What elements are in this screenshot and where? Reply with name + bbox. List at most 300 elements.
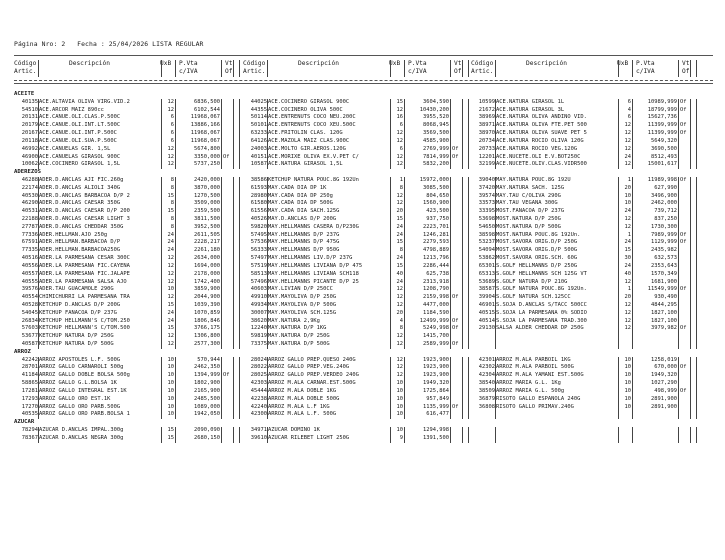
column-separator: [678, 310, 679, 318]
column-separator: [696, 263, 697, 271]
column-separator: [462, 427, 463, 435]
column-separator: [161, 396, 162, 404]
column-separator: [462, 341, 463, 349]
units-per-box: 10: [167, 411, 174, 418]
column-separator: [390, 427, 391, 435]
article-code: 38620: [250, 317, 267, 324]
article-code: 39574: [478, 192, 495, 199]
column-separator: [161, 99, 162, 107]
codigo-header-line1: Código: [243, 60, 266, 67]
price-with-iva: 3955,520: [423, 114, 449, 121]
units-per-box: 12: [396, 106, 403, 113]
article-code: 40557: [21, 270, 38, 277]
column-separator: [450, 185, 451, 193]
article-code: 54094: [478, 247, 495, 254]
column-separator: [678, 146, 679, 154]
article-code: 22174: [21, 184, 38, 191]
column-separator: [233, 427, 234, 435]
price-with-iva: 2286,444: [423, 262, 449, 269]
price-with-iva: 11968,067: [190, 137, 220, 144]
column-separator: [696, 232, 697, 240]
column-separator: [161, 255, 162, 263]
column-separator: [221, 99, 222, 107]
column-separator: [267, 310, 268, 318]
column-separator: [462, 146, 463, 154]
column-separator: [239, 216, 240, 224]
column-separator: [450, 232, 451, 240]
article-description: ACE.CAÑUE.OLI.INT.P.500C: [39, 130, 117, 137]
column-separator: [161, 224, 162, 232]
article-description: ADER.D.ANCLAS CHEDDAR 350G: [39, 223, 124, 230]
column-separator: [468, 302, 469, 310]
article-description: ACE.NATURA OLIVA FTE.PET 500: [496, 122, 587, 129]
column-separator: [450, 247, 451, 255]
column-separator: [690, 138, 691, 146]
column-separator: [161, 232, 162, 240]
price-with-iva: 2165,900: [194, 387, 220, 394]
column-separator: [233, 232, 234, 240]
article-description: ARROZ GALLO CARNAROLI 500g: [39, 364, 124, 371]
article-description: ADER.D.ANCLAS CAESAR D/P 200: [39, 208, 130, 215]
units-per-box: 8: [170, 184, 174, 191]
column-separator: [450, 411, 451, 419]
column-separator: [468, 177, 469, 185]
column-separator: [161, 247, 162, 255]
price-with-iva: 12499,999: [419, 317, 449, 324]
column-separator: [696, 396, 697, 404]
column-separator: [38, 146, 39, 154]
units-per-box: 6: [399, 122, 403, 129]
units-per-box: 12: [396, 192, 403, 199]
column-separator: [38, 271, 39, 279]
units-per-box: 12: [396, 364, 403, 371]
column-separator: [390, 302, 391, 310]
column-separator: [632, 216, 633, 224]
column-separator: [618, 193, 619, 201]
price-with-iva: 3496,900: [651, 192, 677, 199]
price-with-iva: 3569,500: [423, 130, 449, 137]
column-separator: [468, 279, 469, 287]
units-per-box: 8: [170, 176, 174, 183]
units-per-box: 8: [399, 325, 403, 332]
column-separator: [696, 161, 697, 169]
column-separator: [690, 318, 691, 326]
descripcion-header-line1: Descripción: [298, 60, 339, 67]
table-row: [14, 341, 713, 349]
column-separator: [690, 247, 691, 255]
column-separator: [690, 122, 691, 130]
column-separator: [267, 193, 268, 201]
column-separator: [239, 161, 240, 169]
column-separator: [239, 255, 240, 263]
column-separator: [239, 325, 240, 333]
column-separator: [450, 146, 451, 154]
column-separator: [696, 154, 697, 162]
price-with-iva: 1570,349: [651, 270, 677, 277]
column-separator: [404, 193, 405, 201]
column-separator: [404, 224, 405, 232]
column-separator: [632, 247, 633, 255]
column-separator: [632, 372, 633, 380]
article-description: MAY.HELLMANNS PICANTE D/P 25: [268, 278, 359, 285]
column-separator: [618, 161, 619, 169]
column-separator: [161, 216, 162, 224]
price-with-iva: 15627,736: [647, 114, 677, 121]
article-code: 46992: [21, 145, 38, 152]
column-separator: [267, 161, 268, 169]
column-separator: [696, 114, 697, 122]
article-description: MAY.HELLMANNS LIVIANA D/P 475: [268, 262, 363, 269]
units-per-box: 12: [396, 333, 403, 340]
article-code: 20179: [21, 122, 38, 129]
column-separator: [404, 341, 405, 349]
column-separator: [462, 161, 463, 169]
article-description: ADER.LA PARMESANA SALSA AJO: [39, 278, 127, 285]
units-per-box: 10: [396, 403, 403, 410]
column-separator: [161, 286, 162, 294]
uxb-header-line1: UxB: [389, 60, 401, 67]
section-title: ARROZ: [14, 348, 31, 355]
column-separator: [161, 138, 162, 146]
table-row: [14, 380, 713, 388]
column-separator: [175, 177, 176, 185]
price-with-iva: 1391,500: [423, 434, 449, 441]
column-separator: [632, 130, 633, 138]
column-separator: [678, 185, 679, 193]
column-separator: [267, 138, 268, 146]
column-separator: [632, 146, 633, 154]
column-separator: [404, 177, 405, 185]
column-separator: [175, 232, 176, 240]
column-separator: [450, 130, 451, 138]
column-separator: [618, 357, 619, 365]
column-separator: [618, 388, 619, 396]
column-separator: [390, 341, 391, 349]
offer-flag: Of: [680, 98, 687, 105]
column-separator: [221, 372, 222, 380]
price-with-iva: 930,490: [654, 294, 677, 301]
column-separator: [632, 302, 633, 310]
column-separator: [390, 208, 391, 216]
column-separator: [390, 216, 391, 224]
column-separator: [38, 216, 39, 224]
column-separator: [450, 114, 451, 122]
article-code: 42242: [21, 356, 38, 363]
article-code: 39904: [478, 294, 495, 301]
column-separator: [462, 216, 463, 224]
article-description: KETCHUP HELLMANN'S C/TOM.500: [39, 325, 130, 332]
units-per-box: 20: [624, 184, 631, 191]
column-separator: [468, 263, 469, 271]
column-separator: [175, 154, 176, 162]
price-with-iva: 3350,000: [194, 153, 220, 160]
column-separator: [390, 380, 391, 388]
units-per-box: 10: [396, 380, 403, 387]
codigo-header-line1: Código: [471, 60, 494, 67]
column-separator: [233, 388, 234, 396]
article-description: S.GOLF NATURA SCH.125CC: [496, 294, 571, 301]
column-separator: [632, 122, 633, 130]
article-code: 40516: [21, 255, 38, 262]
column-separator: [233, 380, 234, 388]
column-separator: [267, 411, 268, 419]
article-description: ADER.LA PARMESANA CESAR 300C: [39, 255, 130, 262]
column-separator: [404, 99, 405, 107]
column-separator: [468, 107, 469, 115]
column-separator: [696, 193, 697, 201]
article-description: ARROZ M.ALA DOBLE 500G: [268, 395, 340, 402]
table-row: [14, 333, 713, 341]
units-per-box: 10: [167, 387, 174, 394]
column-separator: [618, 380, 619, 388]
article-description: ACE.COCINERO GIRASOL 1,5L: [39, 161, 121, 168]
column-separator: [390, 247, 391, 255]
column-separator: [696, 388, 697, 396]
column-separator: [696, 255, 697, 263]
price-with-iva: 15972,000: [419, 176, 449, 183]
units-per-box: 10: [167, 403, 174, 410]
column-separator: [404, 411, 405, 419]
article-description: ADER.HELLMAN.BARBACOA250G: [39, 247, 121, 254]
column-separator: [221, 154, 222, 162]
article-code: 40556: [21, 262, 38, 269]
column-separator: [233, 247, 234, 255]
article-code: 42302: [478, 364, 495, 371]
price-with-iva: 957,849: [426, 395, 449, 402]
units-per-box: 12: [396, 137, 403, 144]
column-separator: [390, 130, 391, 138]
article-code: 36808: [478, 403, 495, 410]
pvta-header: [179, 60, 198, 76]
price-with-iva: 1415,700: [423, 333, 449, 340]
units-per-box: 12: [624, 145, 631, 152]
column-separator: [618, 232, 619, 240]
article-description: ARROZ M.ALA CARNAR.EST.500G: [268, 380, 356, 387]
units-per-box: 8: [399, 247, 403, 254]
column-separator: [495, 185, 496, 193]
vt-header: [454, 60, 461, 76]
price-with-iva: 1681,900: [651, 278, 677, 285]
column-separator: [690, 380, 691, 388]
article-description: ACE.FRITOLIN CLAS. 120G: [268, 130, 343, 137]
article-code: 10599: [478, 98, 495, 105]
price-with-iva: 3766,175: [194, 325, 220, 332]
column-separator: [161, 279, 162, 287]
price-with-iva: 2769,999: [423, 145, 449, 152]
column-separator: [161, 177, 162, 185]
article-code: 54045: [21, 309, 38, 316]
article-code: 46901: [478, 301, 495, 308]
article-code: 28701: [21, 364, 38, 371]
column-separator: [462, 318, 463, 326]
column-separator: [404, 372, 405, 380]
column-separator: [221, 239, 222, 247]
column-separator: [618, 286, 619, 294]
column-separator: [161, 357, 162, 365]
column-separator: [450, 271, 451, 279]
column-separator: [38, 372, 39, 380]
column-separator: [221, 122, 222, 130]
price-with-iva: 2178,000: [194, 270, 220, 277]
price-with-iva: 1949,320: [651, 372, 677, 379]
vt-header-line2: Of: [454, 68, 462, 75]
column-separator: [233, 154, 234, 162]
price-with-iva: 3952,500: [194, 223, 220, 230]
column-separator: [462, 388, 463, 396]
units-per-box: 24: [167, 231, 174, 238]
column-separator: [390, 138, 391, 146]
column-separator: [38, 200, 39, 208]
column-separator: [239, 427, 240, 435]
uxb-header-line1: UxB: [160, 60, 172, 67]
units-per-box: 12: [167, 333, 174, 340]
column-separator: [696, 60, 697, 77]
column-separator: [468, 310, 469, 318]
column-separator: [404, 271, 405, 279]
column-separator: [450, 310, 451, 318]
price-with-iva: 5737,250: [194, 161, 220, 168]
column-separator: [450, 435, 451, 443]
column-separator: [690, 279, 691, 287]
column-separator: [678, 396, 679, 404]
column-separator: [468, 318, 469, 326]
column-separator: [690, 396, 691, 404]
column-separator: [233, 146, 234, 154]
column-separator: [221, 325, 222, 333]
column-separator: [161, 185, 162, 193]
column-separator: [468, 247, 469, 255]
units-per-box: 15: [396, 239, 403, 246]
table-row: [14, 146, 713, 154]
pvta-header-line1: P.Vta: [408, 60, 427, 67]
column-separator: [239, 286, 240, 294]
column-separator: [404, 364, 405, 372]
column-separator: [161, 263, 162, 271]
column-separator: [38, 411, 39, 419]
price-with-iva: 10989,999: [647, 98, 677, 105]
article-code: 64126: [250, 137, 267, 144]
units-per-box: 15: [396, 98, 403, 105]
article-description: RISOTO GALLO PRIMAV.240G: [496, 403, 574, 410]
column-separator: [696, 185, 697, 193]
column-separator: [495, 255, 496, 263]
article-code: 20734: [478, 137, 495, 144]
column-separator: [390, 99, 391, 107]
column-separator: [221, 310, 222, 318]
units-per-box: 10: [167, 380, 174, 387]
column-separator: [462, 122, 463, 130]
column-separator: [233, 341, 234, 349]
article-description: S.SOJA D.ANCLAS S/TACC 500CC: [496, 301, 587, 308]
column-separator: [495, 138, 496, 146]
column-separator: [632, 318, 633, 326]
column-separator: [38, 138, 39, 146]
units-per-box: 12: [167, 98, 174, 105]
article-description: MAY.D.ANCLAS D/P 200G: [268, 216, 337, 222]
price-with-iva: 1730,300: [651, 223, 677, 230]
column-separator: [696, 302, 697, 310]
article-description: MOST.NATURA POUC.8G 192Un.: [496, 231, 581, 238]
column-separator: [495, 99, 496, 107]
column-separator: [495, 279, 496, 287]
column-separator: [632, 138, 633, 146]
price-with-iva: 2462,000: [651, 200, 677, 207]
article-description: ARROZ M.ALA DOBLE 1KG: [268, 387, 337, 394]
article-code: 38971: [478, 122, 495, 129]
column-separator: [233, 364, 234, 372]
article-code: 42301: [478, 356, 495, 363]
column-separator: [175, 396, 176, 404]
column-separator: [678, 279, 679, 287]
article-description: ACE.ENTRENUTS COCO XEU.500C: [268, 122, 356, 129]
column-separator: [678, 404, 679, 412]
column-separator: [239, 364, 240, 372]
column-separator: [696, 427, 697, 435]
article-description: MAY.MAYOLIVA SCH.125G: [268, 309, 337, 316]
column-separator: [233, 107, 234, 115]
column-separator: [267, 294, 268, 302]
article-description: ARROZ M.ALA L.F 1KG: [268, 403, 330, 410]
descripcion-header: [69, 60, 110, 68]
units-per-box: 12: [167, 294, 174, 301]
column-separator: [678, 427, 679, 435]
column-separator: [632, 107, 633, 115]
column-separator: [632, 99, 633, 107]
column-separator: [390, 146, 391, 154]
units-per-box: 10: [624, 403, 631, 410]
column-separator: [495, 161, 496, 169]
column-separator: [267, 60, 268, 77]
article-description: ARROZ GALLO PREP.VERDEO 240G: [268, 372, 359, 379]
units-per-box: 12: [624, 130, 631, 137]
article-code: 54650: [478, 223, 495, 230]
price-with-iva: 2261,180: [194, 247, 220, 254]
column-separator: [267, 208, 268, 216]
price-with-iva: 2313,918: [423, 278, 449, 285]
article-code: 30007: [250, 309, 267, 316]
column-separator: [233, 208, 234, 216]
column-separator: [175, 247, 176, 255]
table-row: [14, 138, 713, 146]
column-separator: [678, 224, 679, 232]
column-separator: [450, 263, 451, 271]
column-separator: [678, 325, 679, 333]
column-separator: [462, 396, 463, 404]
price-with-iva: 1802,900: [194, 380, 220, 387]
column-separator: [390, 396, 391, 404]
article-description: ACE.MOLTO GIR.AEROS.120G: [268, 145, 346, 152]
units-per-box: 40: [624, 270, 631, 277]
column-separator: [233, 271, 234, 279]
column-separator: [175, 122, 176, 130]
article-code: 58865: [21, 380, 38, 387]
column-separator: [468, 138, 469, 146]
price-with-iva: 2589,999: [423, 341, 449, 347]
column-separator: [468, 396, 469, 404]
column-separator: [632, 271, 633, 279]
column-separator: [632, 239, 633, 247]
column-separator: [495, 60, 496, 77]
table-row: [14, 154, 713, 162]
column-separator: [462, 404, 463, 412]
units-per-box: 12: [167, 106, 174, 113]
column-separator: [390, 232, 391, 240]
column-separator: [450, 107, 451, 115]
column-separator: [690, 146, 691, 154]
column-separator: [678, 357, 679, 365]
column-separator: [468, 161, 469, 169]
table-row: [14, 318, 713, 326]
